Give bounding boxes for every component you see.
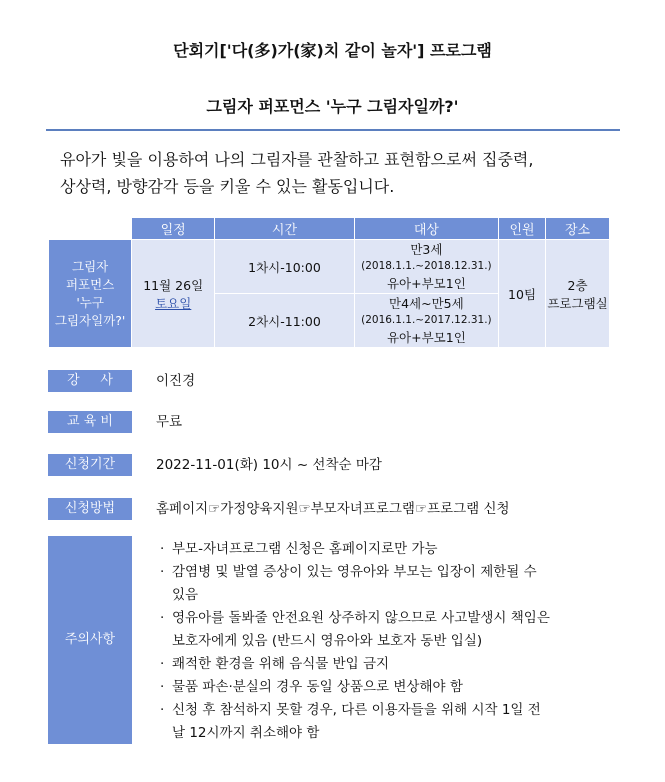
header-corner (49, 218, 132, 240)
bullet-icon: · (160, 564, 165, 580)
day-link[interactable]: 토요일 (155, 295, 192, 311)
list-item (158, 653, 612, 676)
header-date: 일정 (132, 218, 215, 240)
intro-line-2: 상상력, 방향감각 등을 키울 수 있는 활동입니다. (60, 177, 395, 196)
instructor-label: 강 사 (48, 370, 132, 392)
note-text: 부모-자녀프로그램 신청은 홈페이지로만 가능 (172, 541, 438, 557)
program-name-line: 그림자일까?' (54, 312, 126, 328)
note-text-cont: 있음 (172, 587, 199, 603)
program-name-line: '누구 (76, 294, 104, 310)
list-item (158, 561, 612, 607)
note-text-cont: 날 12시까지 취소해야 함 (172, 725, 320, 741)
note-text-cont: 보호자에게 있음 (반드시 영유아와 보호자 동반 입실) (172, 633, 483, 649)
list-item (158, 607, 612, 653)
header-time: 시간 (215, 218, 355, 240)
instructor-value: 이진경 (156, 373, 196, 389)
page-title: 단회기['다(多)가(家)치 같이 놀자'] 프로그램 (173, 41, 492, 60)
session-target-1 (354, 240, 498, 294)
header-target: 대상 (354, 218, 498, 240)
divider (46, 129, 620, 131)
target-range: (2018.1.1.~2018.12.31.) (361, 260, 492, 272)
note-text: 쾌적한 환경을 위해 음식물 반입 금지 (172, 656, 390, 672)
note-text: 물품 파손·분실의 경우 동일 상품으로 변상해야 함 (172, 679, 463, 695)
method-label: 신청방법 (48, 498, 132, 520)
session-time-1: 1차시-10:00 (215, 240, 355, 294)
note-text: 신청 후 참석하지 못할 경우, 다른 이용자들을 위해 시작 1일 전 (172, 702, 541, 718)
notes-list (158, 538, 612, 745)
bullet-icon: · (160, 610, 165, 626)
session-time-2: 2차시-11:00 (215, 294, 355, 348)
capacity-cell: 10팀 (498, 240, 545, 348)
page-subtitle: 그림자 퍼포먼스 '누구 그림자일까?' (206, 97, 459, 116)
bullet-icon: · (160, 679, 165, 695)
schedule-header-row (49, 218, 610, 240)
header-place: 장소 (546, 218, 610, 240)
target-age: 만3세 (410, 242, 443, 257)
fee-label: 교 육 비 (48, 411, 132, 433)
target-age: 만4세~만5세 (389, 296, 464, 311)
target-people: 유아+부모1인 (386, 276, 466, 291)
period-value: 2022-11-01(화) 10시 ~ 선착순 마감 (156, 457, 382, 473)
intro-line-1: 유아가 빛을 이용하여 나의 그림자를 관찰하고 표현함으로써 집중력, (60, 150, 534, 169)
target-range: (2016.1.1.~2017.12.31.) (361, 314, 492, 326)
fee-value: 무료 (156, 414, 183, 430)
target-people: 유아+부모1인 (386, 330, 466, 345)
program-name-line: 퍼포먼스 (65, 276, 115, 292)
schedule-table (48, 217, 610, 348)
schedule-row (49, 240, 610, 294)
notes-label: 주의사항 (48, 536, 132, 744)
place-cell (546, 240, 610, 348)
method-value: 홈페이지☞가정양육지원☞부모자녀프로그램☞프로그램 신청 (156, 501, 510, 517)
note-text: 영유아를 돌봐줄 안전요원 상주하지 않으므로 사고발생시 책임은 (172, 610, 550, 626)
list-item (158, 538, 612, 561)
date-cell (132, 240, 215, 348)
note-text: 감염병 및 발열 증상이 있는 영유아와 부모는 입장이 제한될 수 (172, 564, 537, 580)
session-target-2 (354, 294, 498, 348)
list-item (158, 676, 612, 699)
header-capacity: 인원 (498, 218, 545, 240)
list-item (158, 699, 612, 745)
program-name-cell (49, 240, 132, 348)
bullet-icon: · (160, 656, 165, 672)
place-floor: 2층 (567, 277, 588, 293)
bullet-icon: · (160, 541, 165, 557)
program-name-line: 그림자 (72, 258, 109, 274)
bullet-icon: · (160, 702, 165, 718)
date-text: 11월 26일 (143, 277, 204, 293)
intro-text (60, 146, 620, 200)
place-room: 프로그램실 (547, 295, 608, 311)
period-label: 신청기간 (48, 454, 132, 476)
